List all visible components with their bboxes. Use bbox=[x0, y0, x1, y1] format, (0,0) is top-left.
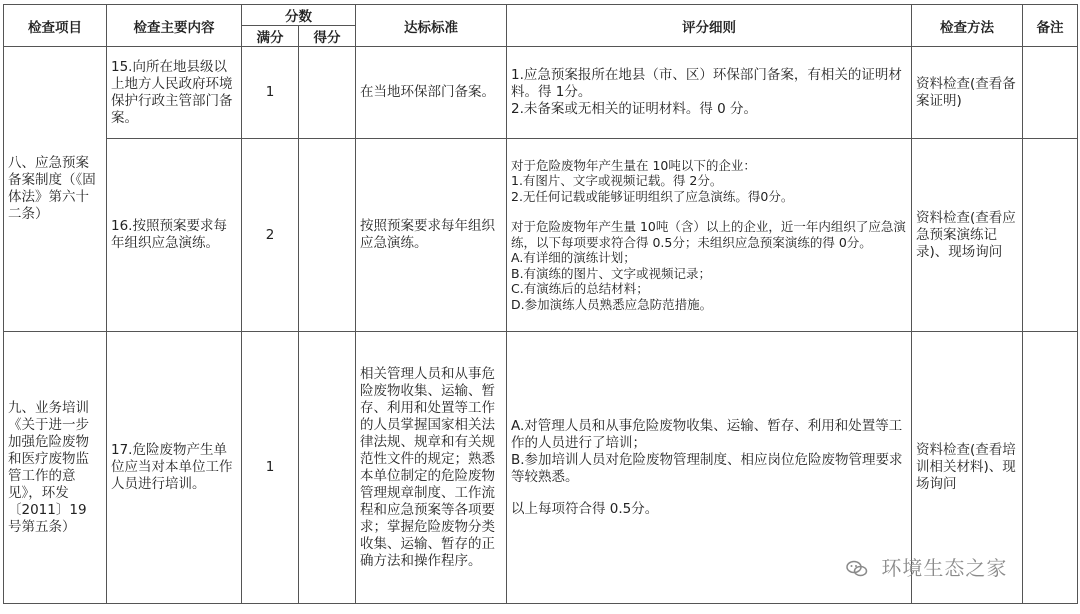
remark-cell bbox=[1023, 332, 1078, 604]
wechat-icon bbox=[846, 560, 868, 578]
detail-line: 对于危险废物年产生量 10吨（含）以上的企业，近一年内组织了应急演练，以下每项要求符合得 0.5分；未组织应急预案演练的得 0分。 bbox=[511, 219, 906, 250]
table-row bbox=[4, 139, 1078, 332]
detail-line: A.有详细的演练计划； bbox=[511, 250, 636, 266]
method-cell: 资料检查(查看培训相关材料)、现场询问 bbox=[912, 332, 1023, 604]
standard-cell: 按照预案要求每年组织应急演练。 bbox=[356, 139, 507, 332]
full-score-cell: 1 bbox=[242, 47, 299, 139]
got-score-cell bbox=[299, 332, 356, 604]
watermark bbox=[846, 552, 1007, 581]
standard-cell: 相关管理人员和从事危险废物收集、运输、暂存、利用和处置等工作的人员掌握国家相关法律法规、规章和有关规范性文件的规定；熟悉本单位制定的危险废物管理规章制度、工作流程和应急预案等各项要求；掌握危险废物分类收集、运输、暂存的正确方法和操作程序。 bbox=[356, 332, 507, 604]
content-cell: 15.向所在地县级以上地方人民政府环境保护行政主管部门备案。 bbox=[107, 47, 242, 139]
header-detail: 评分细则 bbox=[507, 5, 912, 47]
detail-line: 以上每项符合得 0.5分。 bbox=[511, 500, 659, 517]
detail-line: D.参加演练人员熟悉应急防范措施。 bbox=[511, 296, 713, 312]
header-score: 分数 bbox=[242, 5, 356, 26]
header-item: 检查项目 bbox=[4, 5, 107, 47]
detail-line: 1.有图片、文字或视频记载。得 2分。 bbox=[511, 173, 723, 189]
detail-line: 2.无任何记载或能够证明组织了应急演练。得0分。 bbox=[511, 188, 794, 204]
remark-cell bbox=[1023, 139, 1078, 332]
content-cell: 16.按照预案要求每年组织应急演练。 bbox=[107, 139, 242, 332]
header-got-score: 得分 bbox=[299, 26, 356, 47]
header-remark: 备注 bbox=[1023, 5, 1078, 47]
header-full-score: 满分 bbox=[242, 26, 299, 47]
remark-cell bbox=[1023, 47, 1078, 139]
inspection-table bbox=[3, 4, 1078, 604]
header-standard: 达标标准 bbox=[356, 5, 507, 47]
detail-cell bbox=[507, 139, 912, 332]
detail-spacer bbox=[511, 204, 907, 219]
content-cell: 17.危险废物产生单位应当对本单位工作人员进行培训。 bbox=[107, 332, 242, 604]
detail-spacer bbox=[511, 486, 907, 501]
full-score-cell: 2 bbox=[242, 139, 299, 332]
detail-line: B.有演练的图片、文字或视频记录； bbox=[511, 265, 712, 281]
item-cell: 九、业务培训《关于进一步加强危险废物和医疗废物监管工作的意见》，环发〔2011〕19 号第五条） bbox=[4, 332, 107, 604]
table-row bbox=[4, 47, 1078, 139]
full-score-cell: 1 bbox=[242, 332, 299, 604]
detail-cell bbox=[507, 47, 912, 139]
got-score-cell bbox=[299, 47, 356, 139]
header-row bbox=[4, 5, 1078, 26]
standard-cell: 在当地环保部门备案。 bbox=[356, 47, 507, 139]
header-method: 检查方法 bbox=[912, 5, 1023, 47]
detail-line: A.对管理人员和从事危险废物收集、运输、暂存、利用和处置等工作的人员进行了培训； bbox=[511, 417, 903, 451]
detail-line: 1.应急预案报所在地县（市、区）环保部门备案，有相关的证明材料。得 1分。 bbox=[511, 67, 902, 100]
item-cell: 八、应急预案备案制度（《固体法》第六十二条） bbox=[4, 47, 107, 332]
detail-line: 对于危险废物年产生量在 10吨以下的企业： bbox=[511, 157, 756, 173]
header-content: 检查主要内容 bbox=[107, 5, 242, 47]
detail-line: 2.未备案或无相关的证明材料。得 0 分。 bbox=[511, 101, 758, 117]
detail-line: C.有演练后的总结材料； bbox=[511, 281, 649, 297]
method-cell: 资料检查(查看应急预案演练记录)、现场询问 bbox=[912, 139, 1023, 332]
watermark-text: 环境生态之家 bbox=[881, 556, 1008, 580]
detail-line: B.参加培训人员对危险废物管理制度、相应岗位危险废物管理要求等较熟悉。 bbox=[511, 451, 903, 485]
method-cell: 资料检查(查看备案证明) bbox=[912, 47, 1023, 139]
got-score-cell bbox=[299, 139, 356, 332]
